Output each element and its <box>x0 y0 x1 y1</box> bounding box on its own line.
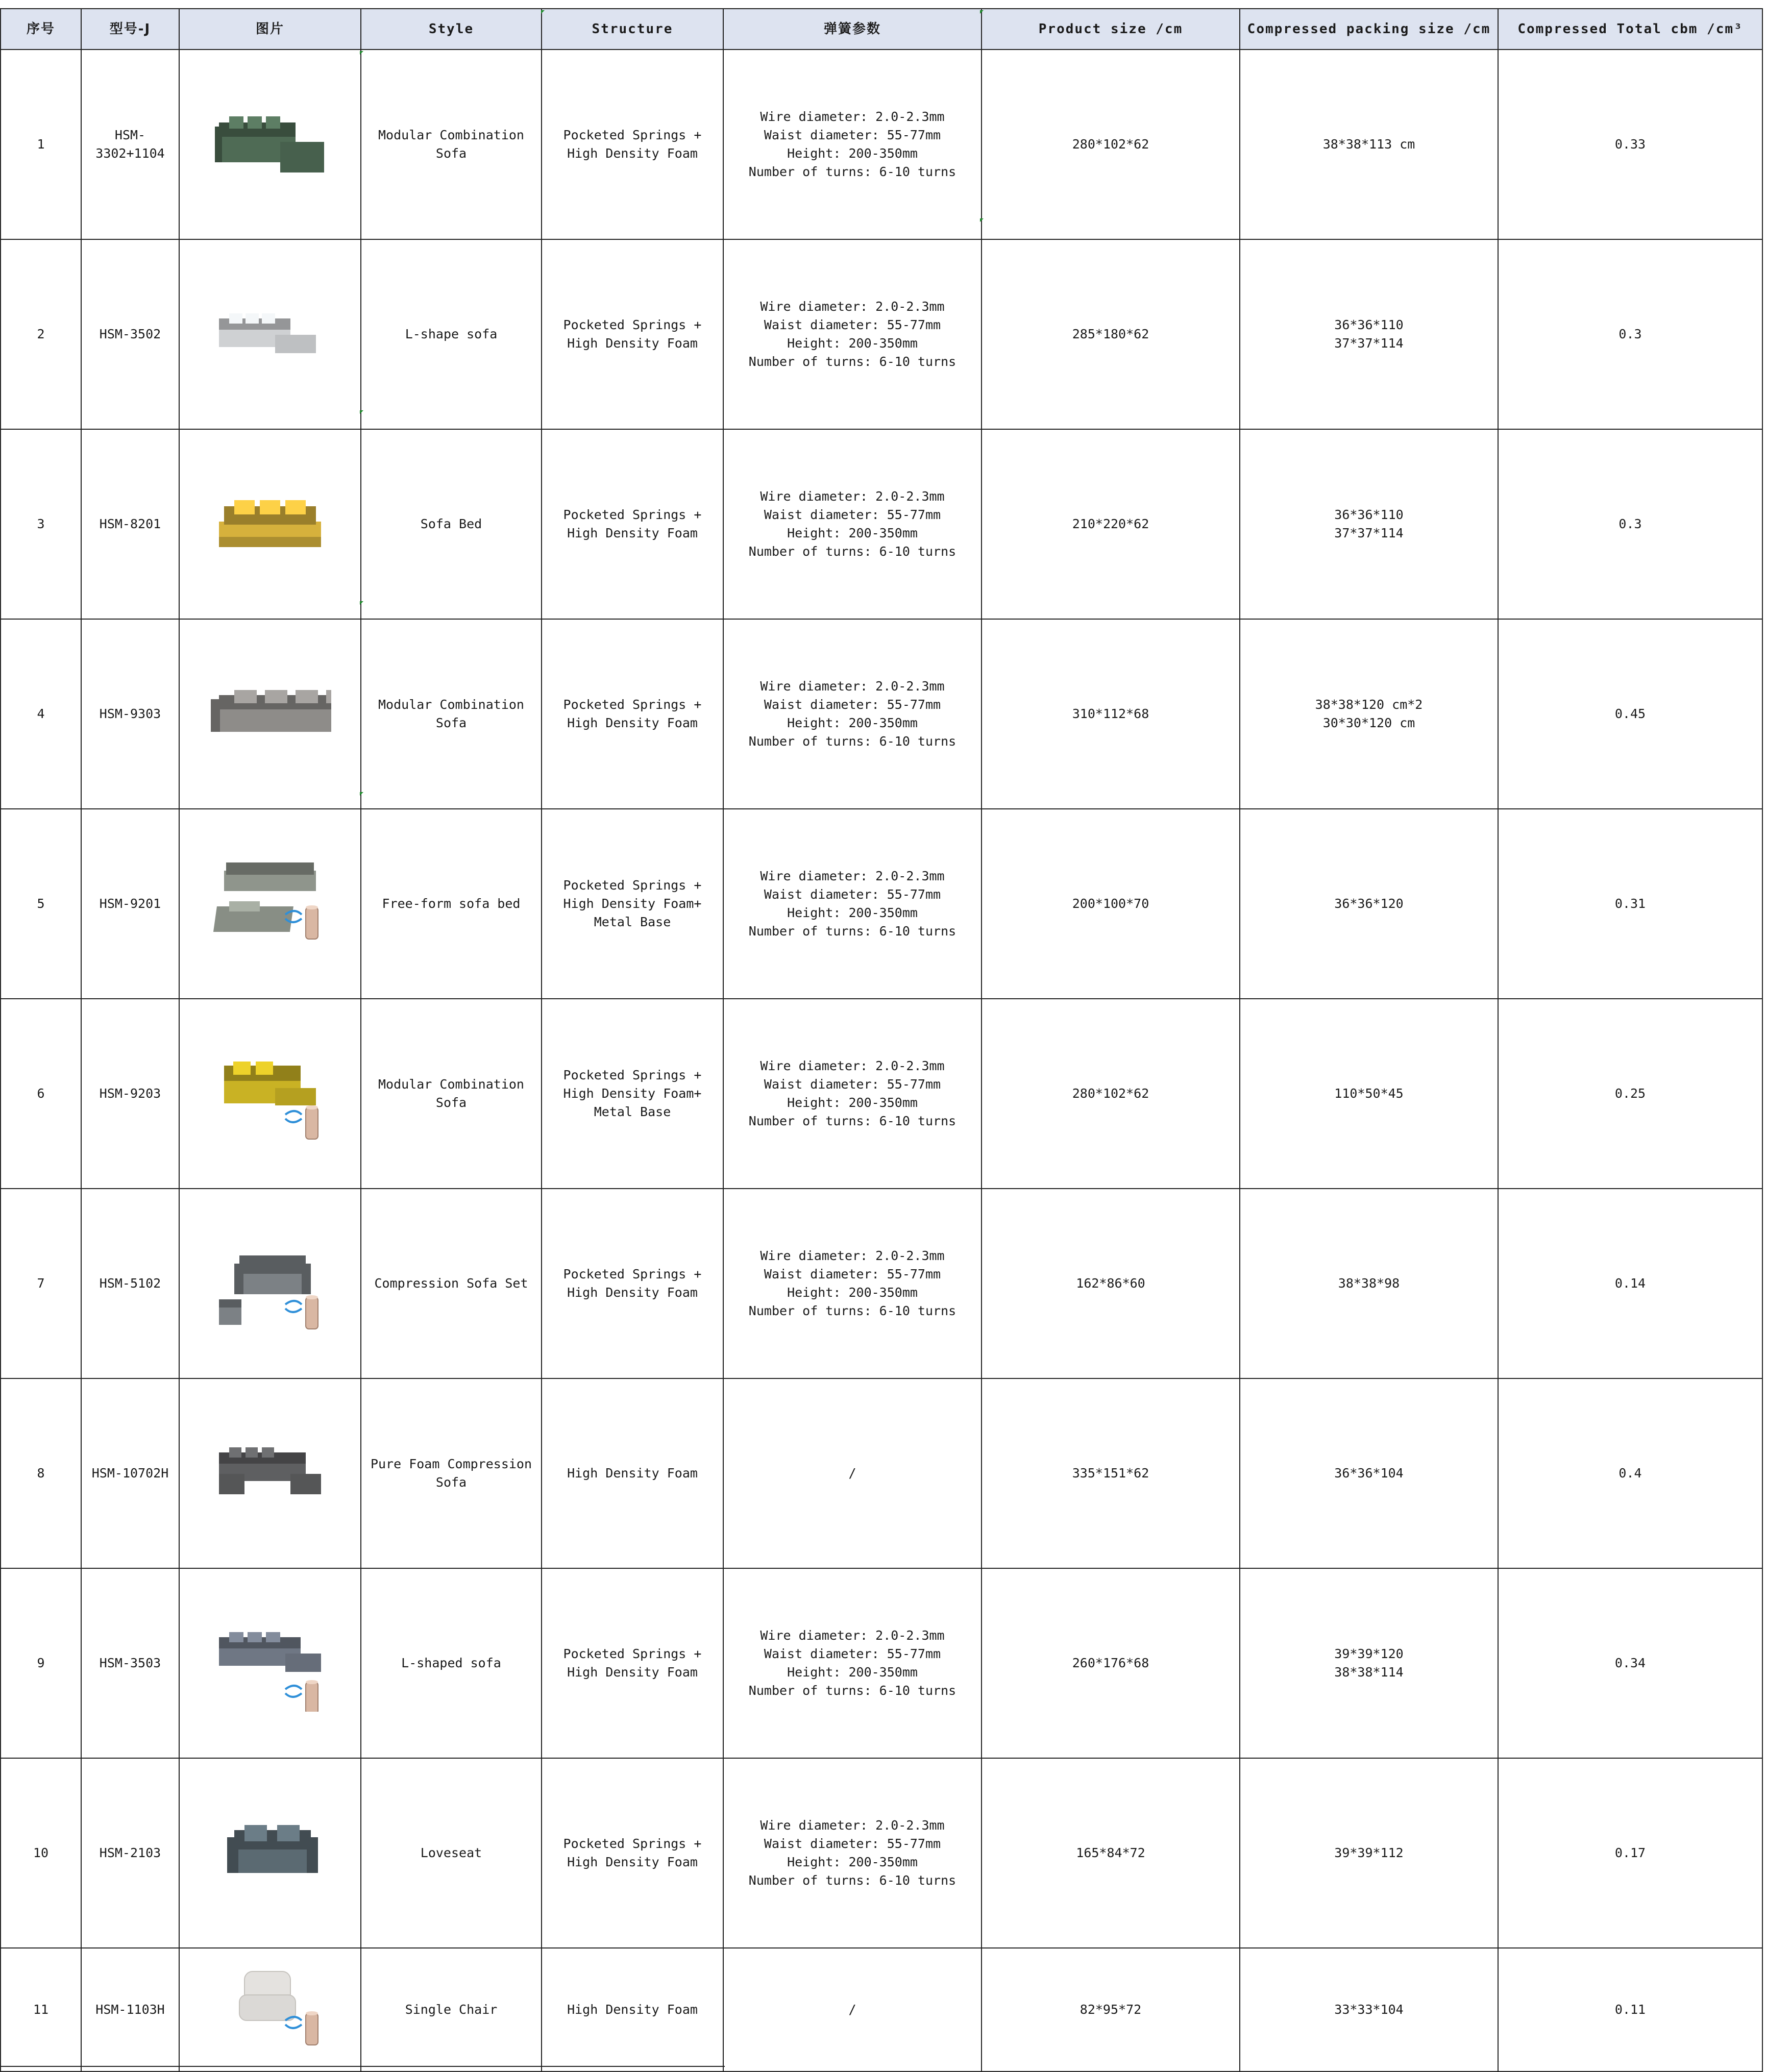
model-cell[interactable]: HSM-2103 <box>81 1758 179 1948</box>
table-row <box>1 999 1762 1189</box>
cbm-cell[interactable]: 0.33 <box>1498 50 1762 239</box>
cbm-cell[interactable]: 0.14 <box>1498 1189 1762 1378</box>
product-size-cell[interactable]: 165*84*72 <box>982 1758 1240 1948</box>
model-cell[interactable]: HSM-3502 <box>81 239 179 429</box>
packing-size-cell[interactable]: 38*38*98 <box>1240 1189 1498 1378</box>
product-photo <box>209 1615 331 1712</box>
style-cell[interactable]: Sofa Bed <box>361 429 542 619</box>
model-cell[interactable]: HSM-3503 <box>81 1568 179 1758</box>
cbm-cell[interactable]: 0.34 <box>1498 1568 1762 1758</box>
table-row <box>1 50 1762 239</box>
comment-marker <box>541 10 545 14</box>
picture-cell[interactable] <box>179 1189 361 1378</box>
row-number-cell[interactable]: 2 <box>1 239 81 429</box>
spring-params-cell[interactable]: Wire diameter: 2.0-2.3mm Waist diameter: 55-77mm Height: 200-350mm Number of turns: 6-10 turns <box>723 619 982 809</box>
row-number-cell[interactable]: 6 <box>1 999 81 1189</box>
packing-size-cell[interactable]: 36*36*110 37*37*114 <box>1240 429 1498 619</box>
picture-cell[interactable] <box>179 429 361 619</box>
packing-size-cell[interactable]: 36*36*104 <box>1240 1378 1498 1568</box>
picture-cell[interactable] <box>179 50 361 239</box>
table-row <box>1 239 1762 429</box>
structure-cell[interactable]: Pocketed Springs + High Density Foam <box>542 239 723 429</box>
compression-roll-icon <box>285 1105 318 1139</box>
spring-params-cell[interactable]: Wire diameter: 2.0-2.3mm Waist diameter: 55-77mm Height: 200-350mm Number of turns: 6-10 turns <box>723 1568 982 1758</box>
row-number-cell[interactable]: 8 <box>1 1378 81 1568</box>
structure-cell[interactable]: Pocketed Springs + High Density Foam <box>542 1568 723 1758</box>
cbm-cell[interactable]: 0.3 <box>1498 239 1762 429</box>
row-number-cell[interactable]: 11 <box>1 1948 81 2071</box>
product-size-cell[interactable]: 260*176*68 <box>982 1568 1240 1758</box>
spring-params-cell[interactable]: Wire diameter: 2.0-2.3mm Waist diameter: 55-77mm Height: 200-350mm Number of turns: 6-10 turns <box>723 809 982 999</box>
product-size-cell[interactable]: 210*220*62 <box>982 429 1240 619</box>
spring-params-cell[interactable]: / <box>723 1948 982 2071</box>
spring-params-cell[interactable]: Wire diameter: 2.0-2.3mm Waist diameter: 55-77mm Height: 200-350mm Number of turns: 6-10 turns <box>723 429 982 619</box>
header-cell-packing-size[interactable]: Compressed packing size /cm <box>1240 9 1498 50</box>
product-photo <box>209 286 331 383</box>
row-number-cell[interactable]: 9 <box>1 1568 81 1758</box>
header-cell-style[interactable]: Style <box>361 9 542 50</box>
product-size-cell[interactable]: 200*100*70 <box>982 809 1240 999</box>
product-size-cell[interactable]: 162*86*60 <box>982 1189 1240 1378</box>
comment-marker <box>980 218 984 222</box>
row-number-cell[interactable]: 3 <box>1 429 81 619</box>
packing-size-cell[interactable]: 36*36*110 37*37*114 <box>1240 239 1498 429</box>
packing-size-cell[interactable]: 38*38*120 cm*2 30*30*120 cm <box>1240 619 1498 809</box>
product-photo <box>209 1235 331 1332</box>
style-cell[interactable]: Single Chair <box>361 1948 542 2071</box>
cbm-cell[interactable]: 0.31 <box>1498 809 1762 999</box>
table-body <box>1 50 1762 2071</box>
product-size-cell[interactable]: 280*102*62 <box>982 999 1240 1189</box>
cbm-cell[interactable]: 0.45 <box>1498 619 1762 809</box>
product-photo <box>209 1045 331 1142</box>
table-row <box>1 1758 1762 1948</box>
structure-cell[interactable]: Pocketed Springs + High Density Foam <box>542 1758 723 1948</box>
product-spec-table <box>0 8 1763 2072</box>
cbm-cell[interactable]: 0.3 <box>1498 429 1762 619</box>
style-cell[interactable]: Modular Combination Sofa <box>361 50 542 239</box>
picture-cell[interactable] <box>179 1948 361 2071</box>
structure-cell[interactable]: High Density Foam <box>542 1378 723 1568</box>
header-cell-structure[interactable]: Structure <box>542 9 723 50</box>
spring-params-cell[interactable]: / <box>723 1378 982 1568</box>
row-number-cell[interactable]: 10 <box>1 1758 81 1948</box>
header-row <box>1 9 1762 50</box>
style-cell[interactable]: Modular Combination Sofa <box>361 619 542 809</box>
style-cell[interactable]: Free-form sofa bed <box>361 809 542 999</box>
comment-marker <box>360 51 363 55</box>
product-photo <box>209 1961 331 2058</box>
packing-size-cell[interactable]: 38*38*113 cm <box>1240 50 1498 239</box>
header-cell-spring[interactable]: 弹簧参数 <box>723 9 982 50</box>
spring-params-cell[interactable]: Wire diameter: 2.0-2.3mm Waist diameter: 55-77mm Height: 200-350mm Number of turns: 6-10 turns <box>723 1758 982 1948</box>
structure-cell[interactable]: Pocketed Springs + High Density Foam <box>542 619 723 809</box>
packing-size-cell[interactable]: 33*33*104 <box>1240 1948 1498 2071</box>
picture-cell[interactable] <box>179 239 361 429</box>
table-row <box>1 1378 1762 1568</box>
model-cell[interactable]: HSM-9203 <box>81 999 179 1189</box>
product-size-cell[interactable]: 82*95*72 <box>982 1948 1240 2071</box>
spring-params-cell[interactable]: Wire diameter: 2.0-2.3mm Waist diameter: 55-77mm Height: 200-350mm Number of turns: 6-10 turns <box>723 1189 982 1378</box>
structure-cell[interactable]: Pocketed Springs + High Density Foam <box>542 429 723 619</box>
style-cell[interactable]: Modular Combination Sofa <box>361 999 542 1189</box>
picture-cell[interactable] <box>179 1568 361 1758</box>
structure-cell[interactable]: High Density Foam <box>542 1948 723 2071</box>
spring-params-cell[interactable]: Wire diameter: 2.0-2.3mm Waist diameter: 55-77mm Height: 200-350mm Number of turns: 6-10 turns <box>723 239 982 429</box>
structure-cell[interactable]: Pocketed Springs + High Density Foam+ Metal Base <box>542 809 723 999</box>
product-photo <box>209 855 331 952</box>
packing-size-cell[interactable]: 36*36*120 <box>1240 809 1498 999</box>
model-cell[interactable]: HSM-1103H <box>81 1948 179 2071</box>
model-cell[interactable]: HSM-9303 <box>81 619 179 809</box>
table-row <box>1 1948 1762 2071</box>
table-row <box>1 809 1762 999</box>
structure-cell[interactable]: Pocketed Springs + High Density Foam+ Metal Base <box>542 999 723 1189</box>
row-number-cell[interactable]: 4 <box>1 619 81 809</box>
style-cell[interactable]: L-shaped sofa <box>361 1568 542 1758</box>
cbm-cell[interactable]: 0.25 <box>1498 999 1762 1189</box>
table-row <box>1 1189 1762 1378</box>
table-row <box>1 429 1762 619</box>
picture-cell[interactable] <box>179 999 361 1189</box>
comment-marker <box>980 10 984 14</box>
style-cell[interactable]: Compression Sofa Set <box>361 1189 542 1378</box>
picture-cell[interactable] <box>179 1758 361 1948</box>
table-row <box>1 619 1762 809</box>
picture-cell[interactable] <box>179 619 361 809</box>
model-cell[interactable]: HSM-5102 <box>81 1189 179 1378</box>
product-photo <box>209 1425 331 1522</box>
row-number-cell[interactable]: 1 <box>1 50 81 239</box>
structure-cell[interactable]: Pocketed Springs + High Density Foam <box>542 50 723 239</box>
compression-roll-icon <box>285 1295 318 1329</box>
product-size-cell[interactable]: 335*151*62 <box>982 1378 1240 1568</box>
packing-size-cell[interactable]: 39*39*112 <box>1240 1758 1498 1948</box>
spring-params-cell[interactable]: Wire diameter: 2.0-2.3mm Waist diameter: 55-77mm Height: 200-350mm Number of turns: 6-10 turns <box>723 999 982 1189</box>
product-photo <box>209 1805 331 1902</box>
structure-cell[interactable]: Pocketed Springs + High Density Foam <box>542 1189 723 1378</box>
compression-roll-icon <box>285 1680 318 1712</box>
sheet-bottom-edge <box>0 2066 725 2067</box>
row-number-cell[interactable]: 7 <box>1 1189 81 1378</box>
style-cell[interactable]: L-shape sofa <box>361 239 542 429</box>
header-cell-model[interactable]: 型号-J <box>81 9 179 50</box>
product-photo <box>209 665 331 762</box>
product-size-cell[interactable]: 285*180*62 <box>982 239 1240 429</box>
picture-cell[interactable] <box>179 1378 361 1568</box>
header-cell-picture[interactable]: 图片 <box>179 9 361 50</box>
comment-marker <box>360 410 363 414</box>
model-cell[interactable]: HSM- 3302+1104 <box>81 50 179 239</box>
packing-size-cell[interactable]: 110*50*45 <box>1240 999 1498 1189</box>
cbm-cell[interactable]: 0.4 <box>1498 1378 1762 1568</box>
comment-marker <box>360 601 363 605</box>
product-photo <box>209 96 331 193</box>
cbm-cell[interactable]: 0.17 <box>1498 1758 1762 1948</box>
row-number-cell[interactable]: 5 <box>1 809 81 999</box>
comment-marker <box>360 792 363 796</box>
packing-size-cell[interactable]: 39*39*120 38*38*114 <box>1240 1568 1498 1758</box>
header-cell-no[interactable]: 序号 <box>1 9 81 50</box>
model-cell[interactable]: HSM-9201 <box>81 809 179 999</box>
product-photo <box>209 476 331 573</box>
spring-params-cell[interactable]: Wire diameter: 2.0-2.3mm Waist diameter: 55-77mm Height: 200-350mm Number of turns: 6-10 turns <box>723 50 982 239</box>
product-size-cell[interactable]: 310*112*68 <box>982 619 1240 809</box>
model-cell[interactable]: HSM-10702H <box>81 1378 179 1568</box>
header-cell-cbm[interactable]: Compressed Total cbm /cm³ <box>1498 9 1762 50</box>
style-cell[interactable]: Loveseat <box>361 1758 542 1948</box>
product-size-cell[interactable]: 280*102*62 <box>982 50 1240 239</box>
picture-cell[interactable] <box>179 809 361 999</box>
cbm-cell[interactable]: 0.11 <box>1498 1948 1762 2071</box>
style-cell[interactable]: Pure Foam Compression Sofa <box>361 1378 542 1568</box>
model-cell[interactable]: HSM-8201 <box>81 429 179 619</box>
table-row <box>1 1568 1762 1758</box>
header-cell-product-size[interactable]: Product size /cm <box>982 9 1240 50</box>
